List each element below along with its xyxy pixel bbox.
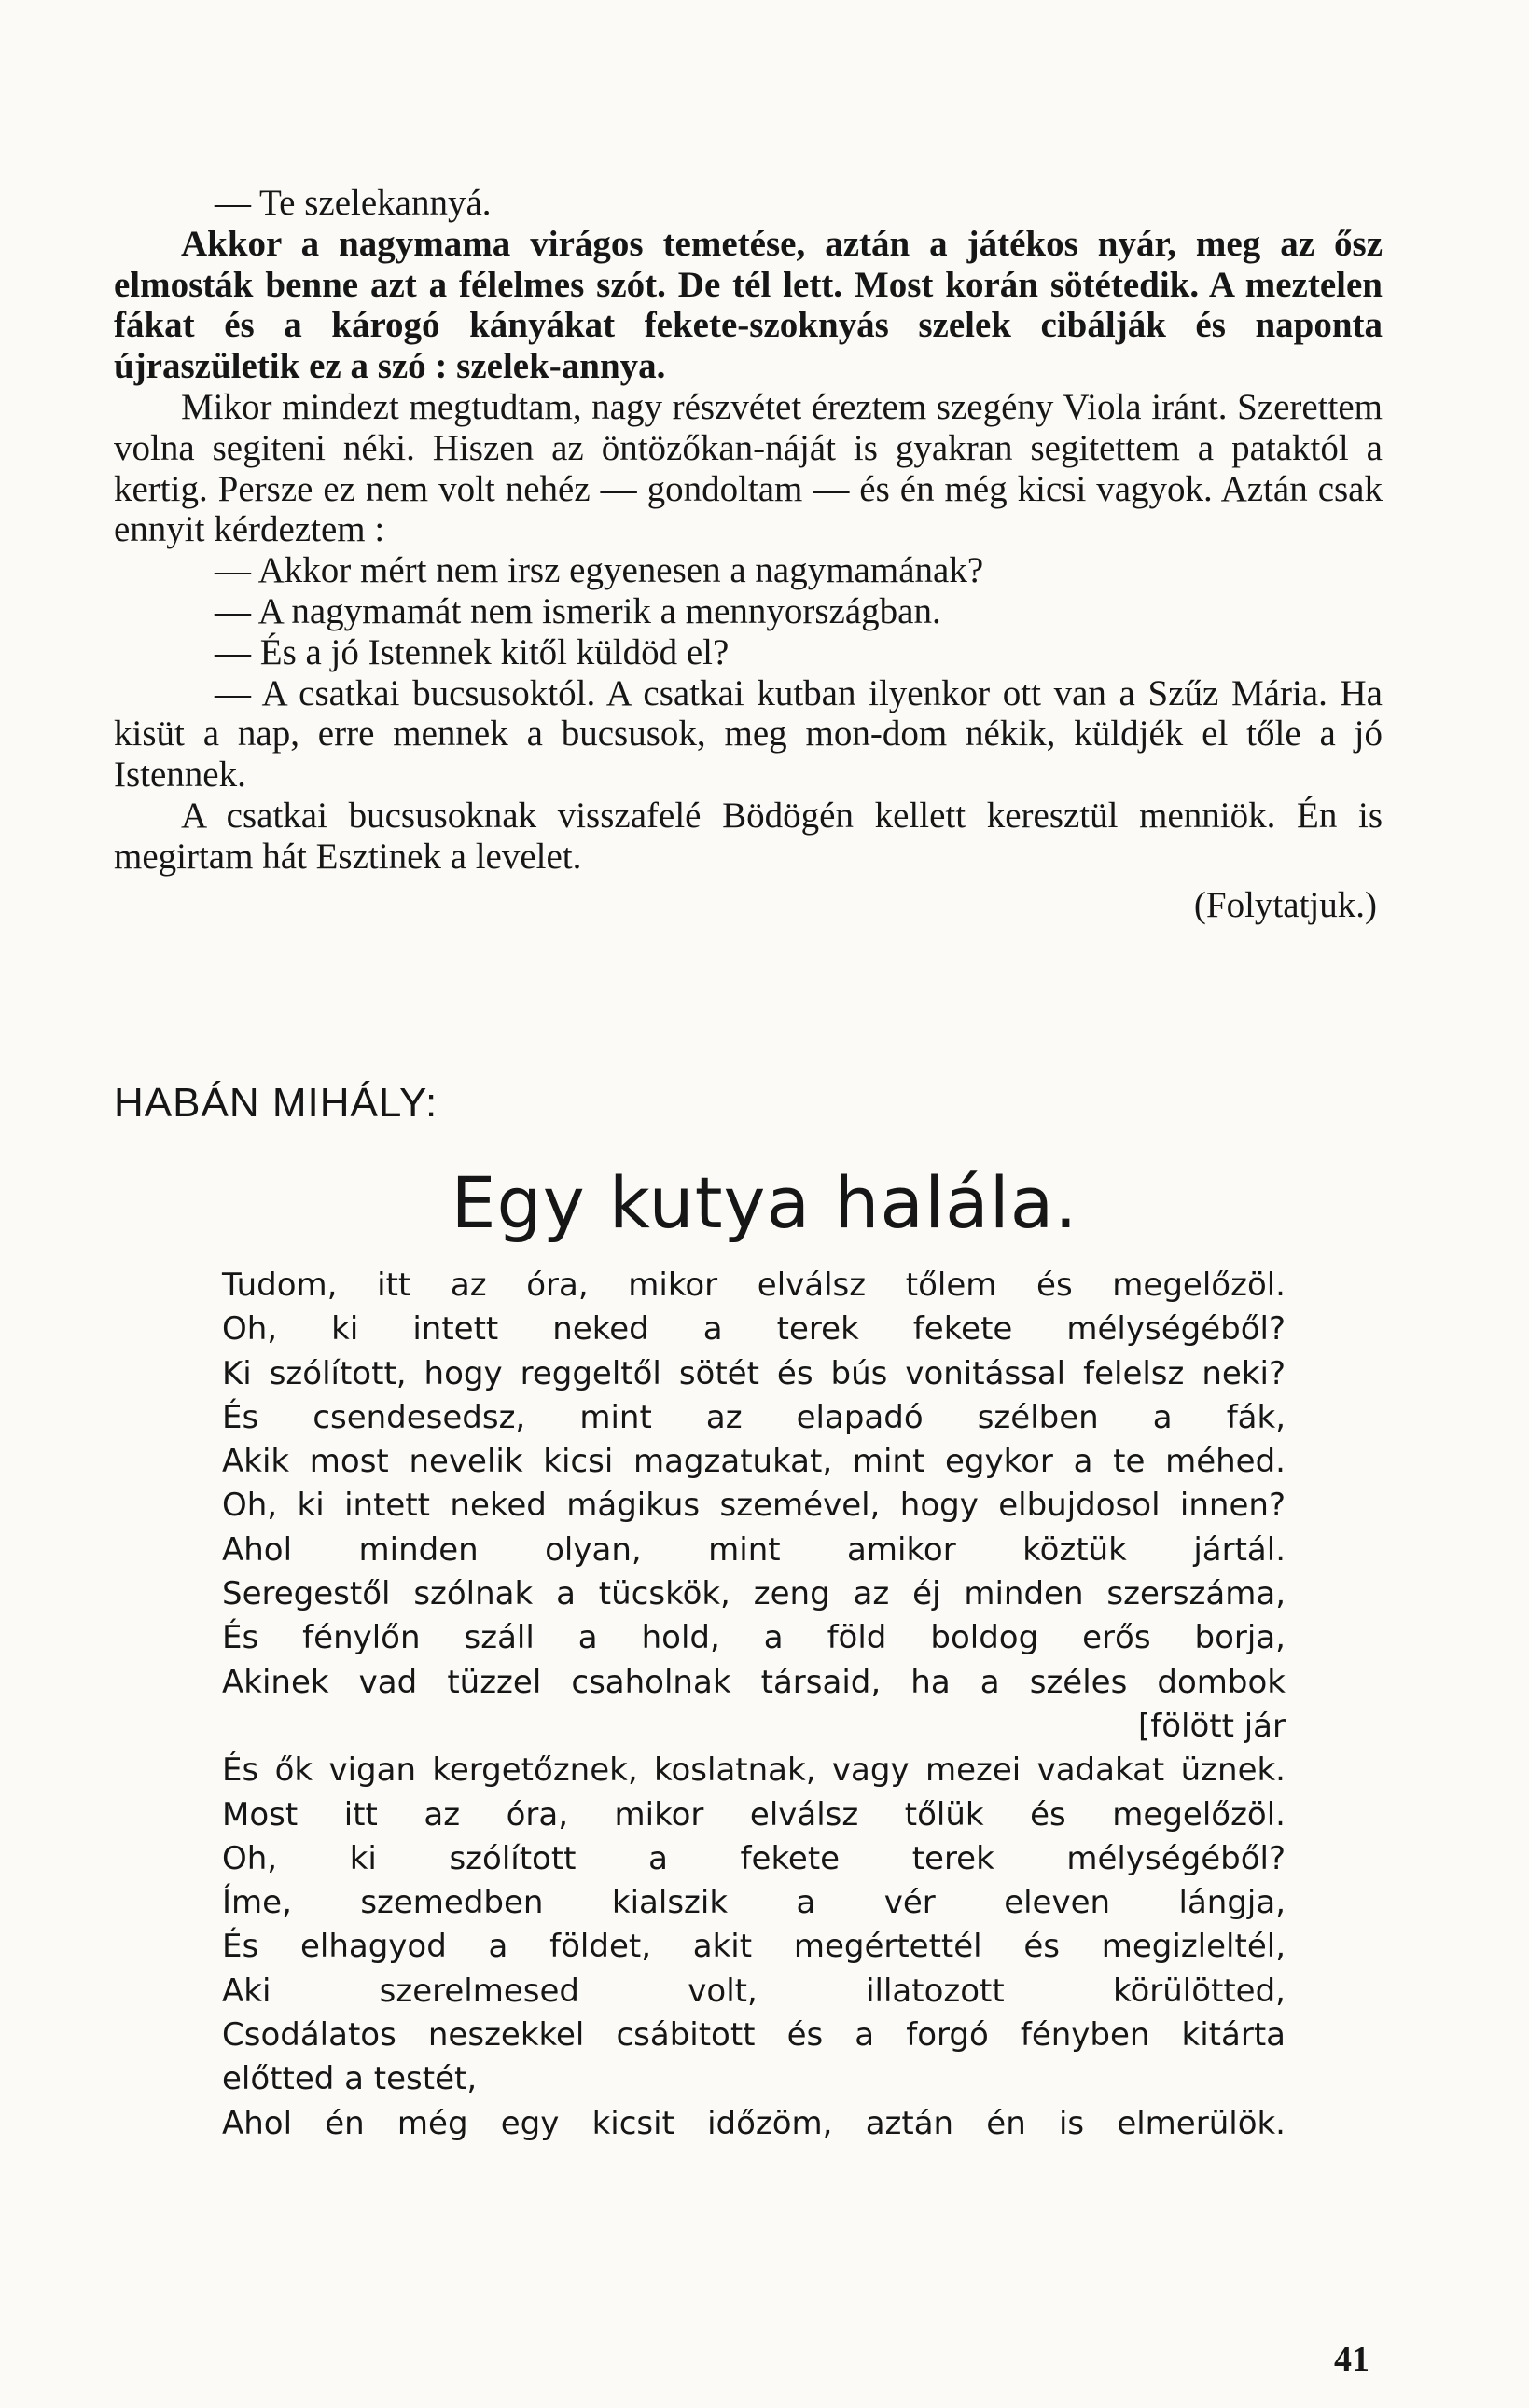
prose-paragraph: A csatkai bucsusoknak visszafelé Bödögén kellett keresztül menniök. Én is megirtam hát Esztinek a levelet. (114, 795, 1383, 877)
poem-line: Akinek vad tüzzel csaholnak társaid, ha a széles dombok (222, 1663, 1286, 1701)
poem-line: Csodálatos neszekkel csábitott és a forgó fényben kitárta (222, 2016, 1286, 2055)
poem-line: Oh, ki szólított a fekete terek mélységéből? (222, 1839, 1286, 1877)
poem-line: Íme, szemedben kialszik a vér eleven lángja, (222, 1884, 1286, 1922)
poem-line: Ki szólított, hogy reggeltől sötét és bús vonitással felelsz neki? (222, 1354, 1286, 1392)
poem-line: És elhagyod a földet, akit megértettél és megizleltél, (222, 1928, 1286, 1966)
prose-paragraph: Akkor a nagymama virágos temetése, aztán a játékos nyár, meg az ősz elmosták benne azt a félelmes szót. De tél lett. Most korán sötétedik. A meztelen fákat és a károgó kányákat fekete-szoknyás szelek cibálják és naponta újraszületik ez a szó : szelek-annya. (114, 223, 1383, 387)
continued-note: (Folytatjuk.) (1193, 884, 1377, 925)
prose-section (114, 183, 1383, 925)
poem-line: Ahol én még egy kicsit időzöm, aztán én is elmerülök. (222, 2104, 1286, 2142)
poem-line: Oh, ki intett neked mágikus szemével, hogy elbujdosol innen? (222, 1487, 1286, 1525)
prose-paragraph: — A nagymamát nem ismerik a mennyországban. (215, 590, 941, 631)
prose-paragraph: — Akkor mért nem irsz egyenesen a nagymamának? (215, 550, 984, 591)
page-number: 41 (1334, 2340, 1369, 2379)
poem-line: Oh, ki intett neked a terek fekete mélységéből? (222, 1310, 1286, 1349)
poem-author: HABÁN MIHÁLY: (114, 1080, 438, 1126)
poem-line-continuation: [fölött jár (1137, 1707, 1286, 1745)
poem-line: Akik most nevelik kicsi magzatukat, mint egykor a te méhed. (222, 1443, 1286, 1481)
poem-line: előtted a testét, (222, 2060, 478, 2098)
prose-paragraph: — A csatkai bucsusoktól. A csatkai kutban ilyenkor ott van a Szűz Mária. Ha kisüt a nap, erre mennek a bucsusok, meg mon-dom nékik, küldjék el tőle a jó Istennek. (114, 672, 1383, 796)
poem-body (222, 1264, 1286, 2146)
poem-line: És ők vigan kergetőznek, koslatnak, vagy mezei vadakat üznek. (222, 1751, 1286, 1790)
poem-line: Most itt az óra, mikor elválsz tőlük és megelőzöl. (222, 1795, 1286, 1834)
poem-line: És fénylőn száll a hold, a föld boldog erős borja, (222, 1619, 1286, 1657)
poem-line: Seregestől szólnak a tücskök, zeng az éj minden szerszáma, (222, 1575, 1286, 1613)
prose-paragraph: — Te szelekannyá. (215, 183, 492, 223)
poem-line: Tudom, itt az óra, mikor elválsz tőlem és megelőzöl. (222, 1266, 1286, 1304)
poem-line: És csendesedsz, mint az elapadó szélben a fák, (222, 1398, 1286, 1436)
prose-paragraph: — És a jó Istennek kitől küldöd el? (215, 631, 730, 672)
poem-line: Ahol minden olyan, mint amikor köztük jártál. (222, 1530, 1286, 1569)
poem-title: Egy kutya halála. (451, 1161, 1078, 1244)
poem-line: Aki szerelmesed volt, illatozott körülötted, (222, 1972, 1286, 2010)
prose-paragraph: Mikor mindezt megtudtam, nagy részvétet éreztem szegény Viola iránt. Szerettem volna segiteni néki. Hiszen az öntözőkan-náját is gyakran segitettem a pataktól a kertig. Persze ez nem volt nehéz — gondoltam — és én még kicsi vagyok. Aztán csak ennyit kérdeztem : (114, 386, 1383, 550)
